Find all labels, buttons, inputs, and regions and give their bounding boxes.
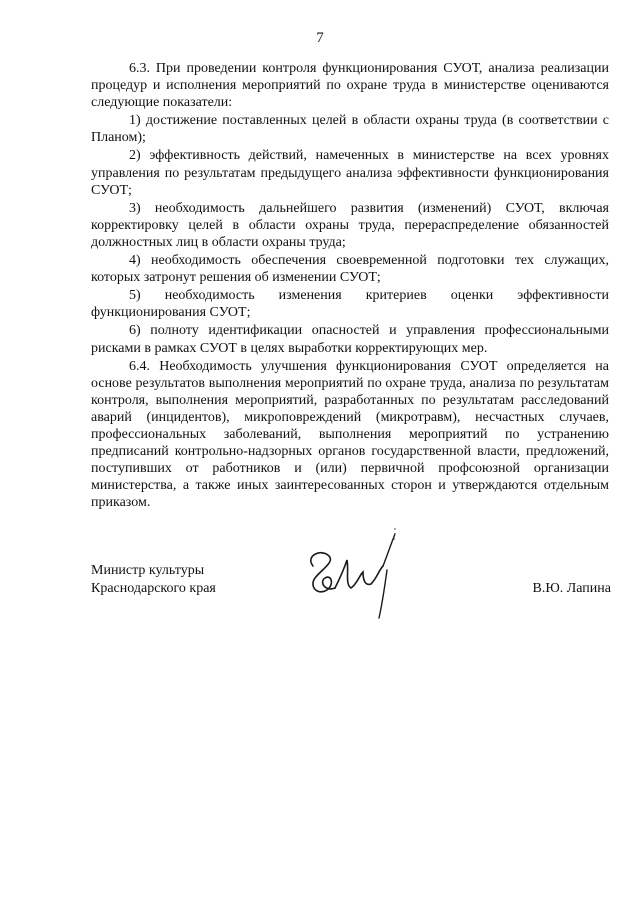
- list-item-2: 2) эффективность действий, намеченных в министерстве на всех уровнях управления по результатам предыдущего анализа эффективности функционирования СУОТ;: [91, 148, 609, 198]
- paragraph-6-3: 6.3. При проведении контроля функционирования СУОТ, анализа реализации процедур и исполнения мероприятий по охране труда в министерстве оцениваются следующие показатели:: [91, 61, 609, 111]
- signer-title: [91, 562, 216, 598]
- list-item-6: 6) полноту идентификации опасностей и управления профессиональными рисками в рамках СУОТ в целях выработки корректирующих мер.: [91, 323, 609, 356]
- signature-block: [91, 562, 611, 632]
- paragraph-6-4: 6.4. Необходимость улучшения функционирования СУОТ определяется на основе результатов выполнения мероприятий по охране труда, анализа по результатам контроля, выполнения мероприятий, разработанных по результатам расследований аварий (инцидентов), микроповреждений (микротравм), несчастных случаев, профессиональных заболеваний, выполнения мероприятий по устранению предписаний контрольно-надзорных органов государственной власти, предложений, поступивших от работников и (или) первичной профсоюзной организации министерства, а также иных заинтересованных сторон и утверждаются отдельным приказом.: [91, 358, 609, 511]
- signer-name: В.Ю. Лапина: [532, 581, 611, 596]
- page-number: 7: [316, 30, 324, 46]
- signer-title-line2: Краснодарского края: [91, 581, 216, 596]
- document-body: [91, 60, 609, 512]
- list-item-1: 1) достижение поставленных целей в области охраны труда (в соответствии с Планом);: [91, 113, 609, 146]
- signer-title-line1: Министр культуры: [91, 563, 205, 578]
- list-item-5: 5) необходимость изменения критериев оценки эффективности функционирования СУОТ;: [91, 288, 609, 321]
- list-item-3: 3) необходимость дальнейшего развития (изменений) СУОТ, включая корректировку целей в области охраны труда, перераспределение обязанностей должностных лиц в области охраны труда;: [91, 200, 609, 250]
- handwritten-signature: [291, 526, 421, 636]
- list-item-4: 4) необходимость обеспечения своевременной подготовки тех служащих, которых затронут решения об изменении СУОТ;: [91, 253, 609, 286]
